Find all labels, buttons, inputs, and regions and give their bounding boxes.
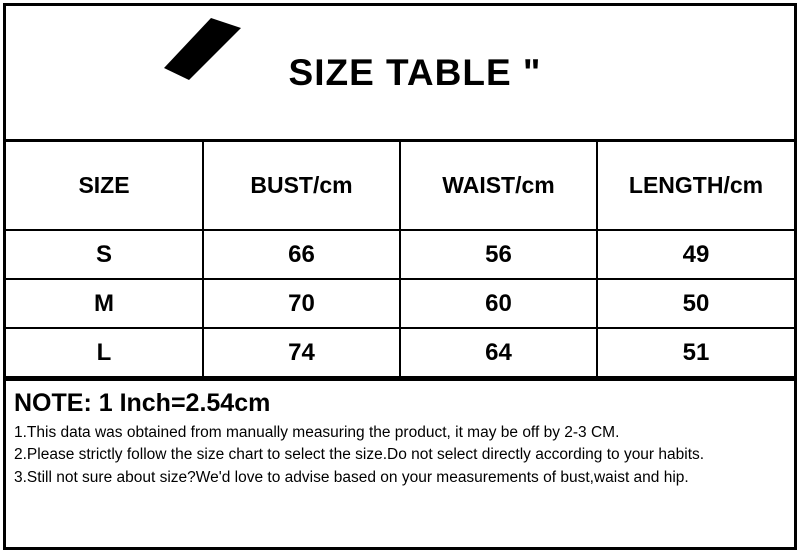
size-chart-frame: [3, 3, 797, 550]
cell-waist: 64: [400, 328, 597, 377]
cell-size: S: [6, 230, 203, 279]
cell-bust: 74: [203, 328, 400, 377]
cell-waist: 60: [400, 279, 597, 328]
cell-bust: 66: [203, 230, 400, 279]
notes-section: [6, 378, 794, 547]
cell-length: 51: [597, 328, 794, 377]
cell-size: L: [6, 328, 203, 377]
notes-title: NOTE: 1 Inch=2.54cm: [14, 389, 271, 417]
cell-size: M: [6, 279, 203, 328]
table-row: [6, 230, 794, 279]
table-row: [6, 328, 794, 377]
column-header-bust: BUST/cm: [203, 142, 400, 230]
title-band: [6, 6, 794, 142]
cell-bust: 70: [203, 279, 400, 328]
table-header-row: [6, 142, 794, 230]
note-line-2: 2.Please strictly follow the size chart to select the size.Do not select directly according to your habits.: [14, 446, 705, 464]
column-header-size: SIZE: [6, 142, 203, 230]
cell-waist: 56: [400, 230, 597, 279]
size-table: [6, 142, 794, 378]
cell-length: 49: [597, 230, 794, 279]
note-line-1: 1.This data was obtained from manually measuring the product, it may be off by 2-3 CM.: [14, 424, 620, 441]
cell-length: 50: [597, 279, 794, 328]
column-header-length: LENGTH/cm: [597, 142, 794, 230]
column-header-waist: WAIST/cm: [400, 142, 597, 230]
page-title: SIZE TABLE ": [288, 51, 542, 93]
black-slash-logo-icon: [161, 18, 241, 80]
table-row: [6, 279, 794, 328]
note-line-3: 3.Still not sure about size?We'd love to advise based on your measurements of bust,waist and hip.: [14, 468, 689, 486]
